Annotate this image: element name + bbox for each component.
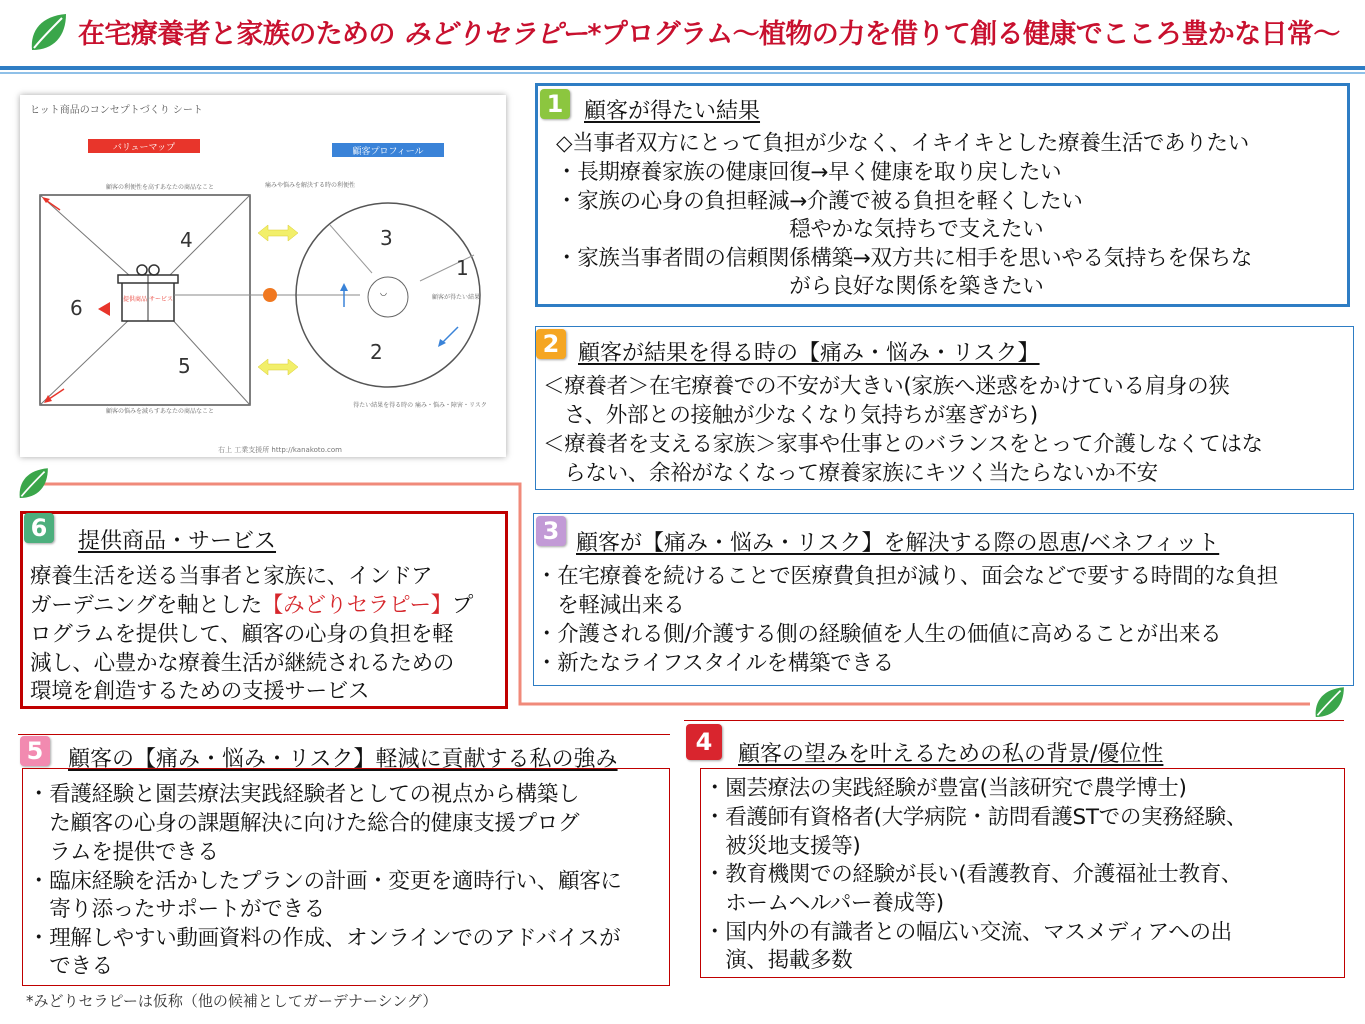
section-2-line: さ、外部との接触が少なくなり気持ちが塞ぎがち): [543, 403, 1038, 428]
sheet-caption-bottom-left: 顧客の悩みを減らすあなたの商品なこと: [105, 408, 215, 415]
section-6-number: 6: [24, 513, 54, 543]
header-rule: [0, 66, 1365, 70]
section-4-line: ホームヘルパー養成等): [704, 891, 944, 916]
section-5-line: ・臨床経験を活かしたプランの計画・変更を適時行い、顧客に: [28, 869, 622, 894]
section-1-number: 1: [540, 89, 570, 119]
section-3-number: 3: [536, 516, 566, 546]
page-title: 在宅療養者と家族のための みどりセラピー*プログラム〜植物の力を借りて創る健康でこころ豊かな日常〜: [78, 19, 1340, 50]
section-5-line: た顧客の心身の課題解決に向けた総合的健康支援プログ: [28, 811, 580, 836]
section-1-line: がら良好な関係を築きたい: [556, 274, 1044, 299]
section-6-line: ログラムを提供して、顧客の心身の負担を軽: [30, 622, 454, 647]
product-name-highlight: 【みどりセラピー】: [261, 593, 452, 618]
sheet-num-3: 3: [380, 226, 393, 250]
section-3-line: を軽減出来る: [536, 593, 685, 618]
sheet-num-2: 2: [370, 340, 383, 364]
sheet-num-4: 4: [180, 228, 193, 252]
section-5-line: できる: [28, 954, 113, 979]
section-1-heading: 顧客が得たい結果: [584, 99, 761, 124]
leaf-icon: [26, 10, 70, 56]
footnote: *みどりセラピーは仮称（他の候補としてガーデナーシング）: [26, 992, 438, 1010]
section-4-line: ・看護師有資格者(大学病院・訪問看護STでの実務経験、: [704, 805, 1248, 830]
section-6-heading: 提供商品・サービス: [78, 529, 277, 554]
leaf-icon: [1310, 684, 1348, 722]
section-6-line: 減し、心豊かな療養生活が継続されるための: [30, 651, 455, 676]
sheet-num-6: 6: [70, 296, 83, 320]
section-3-line: ・在宅療養を続けることで医療費負担が減り、面会などで要する時間的な負担: [536, 564, 1279, 589]
section-1-line: ◇当事者双方にとって負担が少なく、イキイキとした療養生活でありたい: [556, 131, 1249, 156]
section-4-line: ・教育機関での経験が長い(看護教育、介護福祉士教育、: [704, 862, 1243, 887]
header-rule-light: [0, 72, 1365, 74]
section-5-line: ・理解しやすい動画資料の作成、オンラインでのアドバイスが: [28, 926, 621, 951]
section-1-line: ・家族の心身の負担軽減→介護で被る負担を軽くしたい: [556, 189, 1083, 214]
section-3-line: ・介護される側/介護する側の経験値を人生の価値に高めることが出来る: [536, 622, 1222, 647]
section-5-line: ・看護経験と園芸療法実践経験者としての視点から構築し: [28, 782, 580, 807]
section-5-line: ラムを提供できる: [28, 840, 219, 865]
section-2-line: らない、余裕がなくなって療養家族にキツく当たらないか不安: [543, 461, 1158, 486]
sheet-title: ヒット商品のコンセプトづくり シート: [30, 105, 203, 116]
section-6-line: 環境を創造するための支援サービス: [30, 679, 370, 704]
section-5-line: 寄り添ったサポートができる: [28, 897, 325, 922]
svg-text:◡: ◡: [380, 288, 387, 297]
section-6-line: ガーデニングを軸とした【みどりセラピー】プ: [30, 593, 474, 618]
sheet-gift-label: 提供商品 サービス: [123, 296, 173, 303]
section-4-line: 演、掲載多数: [704, 948, 853, 973]
section-2-line: ＜療養者＞在宅療養での不安が大きい(家族へ迷惑をかけている肩身の狭: [543, 374, 1230, 399]
sheet-num-5: 5: [178, 354, 191, 378]
section-3-heading: 顧客が【痛み・悩み・リスク】を解決する際の恩恵/ベネフィット: [576, 531, 1220, 556]
section-1-line: ・長期療養家族の健康回復→早く健康を取り戻したい: [556, 160, 1062, 185]
concept-sheet-image: [20, 95, 506, 457]
section-4-number: 4: [686, 724, 722, 760]
section-5-heading: 顧客の【痛み・悩み・リスク】軽減に貢献する私の強み: [68, 747, 618, 772]
section-2-line: ＜療養者を支える家族＞家事や仕事とのバランスをとって介護しなくてはな: [543, 432, 1263, 457]
sheet-caption-result: 顧客が得たい結果: [431, 294, 481, 301]
leaf-icon: [14, 465, 52, 503]
section-4-line: ・国内外の有識者との幅広い交流、マスメディアへの出: [704, 920, 1232, 945]
section-6-line: 療養生活を送る当事者と家族に、インドア: [30, 564, 433, 589]
sheet-num-1: 1: [456, 256, 469, 280]
section-4-heading: 顧客の望みを叶えるための私の背景/優位性: [738, 742, 1164, 767]
section-2-heading: 顧客が結果を得る時の【痛み・悩み・リスク】: [578, 341, 1040, 366]
section-1-line: 穏やかな気持ちで支えたい: [556, 217, 1044, 242]
section-2-number: 2: [536, 329, 566, 359]
section-4-top-rule: [684, 720, 1344, 721]
sheet-caption-top-left: 顧客の利便性を高すあなたの商品なこと: [105, 184, 215, 191]
section-4-line: 被災地支援等): [704, 834, 861, 859]
sheet-footer: 右上 工業支援所 http://kanakoto.com: [217, 446, 343, 454]
sheet-caption-top-right: 痛みや悩みを解決する時の利便性: [264, 182, 356, 189]
sheet-customer-profile: 顧客プロフィール: [352, 147, 424, 157]
section-5-top-rule: [18, 734, 670, 735]
section-3-line: ・新たなライフスタイルを構築できる: [536, 651, 894, 676]
sheet-value-map: バリューマップ: [112, 143, 176, 153]
section-5-number: 5: [20, 736, 50, 766]
sheet-caption-bottom-right: 得たい結果を得る時の 痛み・悩み・障害・リスク: [353, 402, 487, 409]
section-4-line: ・園芸療法の実践経験が豊富(当該研究で農学博士): [704, 776, 1187, 801]
section-1-line: ・家族当事者間の信頼関係構築→双方共に相手を思いやる気持ちを保ちな: [556, 246, 1253, 271]
